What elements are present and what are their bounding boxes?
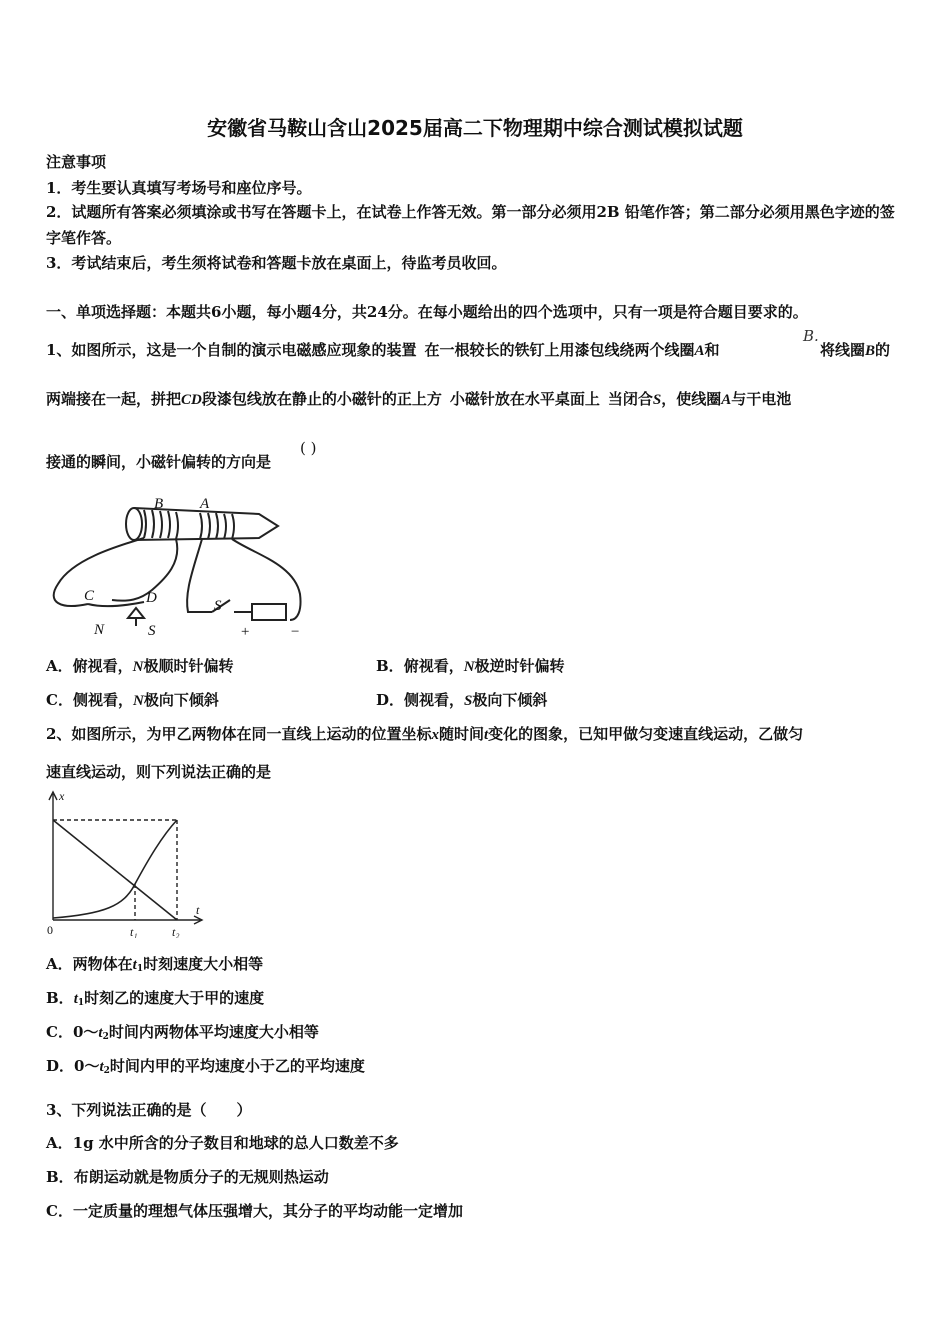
fig-label-switch-S: S xyxy=(214,598,222,614)
xt-graph-figure xyxy=(44,788,210,938)
fig-label-B: B xyxy=(154,496,164,512)
q3-option-b: B．布朗运动就是物质分子的无规则热运动 xyxy=(46,1168,329,1186)
q2-line-2: 速直线运动，则下列说法正确的是 xyxy=(46,763,272,781)
q1-line-3: 接通的瞬间，小磁针偏转的方向是 xyxy=(46,453,272,471)
q3-option-c: C．一定质量的理想气体压强增大，其分子的平均动能一定增加 xyxy=(46,1202,463,1220)
fig-label-C: C xyxy=(84,588,95,604)
notice-item-2: 2．试题所有答案必须填涂或书写在答题卡上，在试卷上作答无效。第一部分必须用2B 铅笔作答；第二部分必须用黑色字迹的签字笔作答。 xyxy=(46,203,895,247)
q1-option-d: D．侧视看，S极向下倾斜 xyxy=(376,691,548,709)
graph-x-label: t xyxy=(196,903,200,917)
fig-label-needle-S: S xyxy=(148,623,156,639)
q1-option-a: A．俯视看，N极顺时针偏转 xyxy=(46,657,234,675)
q2-line-1: 2、如图所示，为甲乙两物体在同一直线上运动的位置坐标x随时间t变化的图象，已知甲做匀变速直线运动，乙做匀 xyxy=(46,725,804,743)
graph-t1-label: t₁ xyxy=(130,925,138,938)
q1-line-1: 1、如图所示，这是一个自制的演示电磁感应现象的装置 在一根较长的铁钉上用漆包线绕两个线圈A和 xyxy=(46,341,720,359)
notice-item-3: 3．考试结束后，考生须将试卷和答题卡放在桌面上，待监考员收回。 xyxy=(46,254,507,272)
fig-label-D: D xyxy=(146,590,157,606)
notice-item-1: 1．考生要认真填写考场号和座位序号。 xyxy=(46,179,312,197)
q1-line-2: 两端接在一起，拼把CD段漆包线放在静止的小磁针的正上方 小磁针放在水平桌面上 当闭合S，使线圈A与干电池 xyxy=(46,390,792,408)
q1-option-b: B．俯视看，N极逆时针偏转 xyxy=(376,657,565,675)
q1-answer-paren: ( ) xyxy=(300,439,317,457)
graph-t2-label: t₂ xyxy=(172,925,180,938)
q1-b-mark: B. xyxy=(803,327,819,345)
fig-label-minus: − xyxy=(290,624,301,640)
q3-option-a: A．1g 水中所含的分子数目和地球的总人口数差不多 xyxy=(46,1134,399,1152)
q2-option-c: C．$0\sim t_2$时间内两物体平均速度大小相等 xyxy=(46,1023,319,1042)
q2-option-a: A．两物体在$t_1$时刻速度大小相等 xyxy=(46,955,264,974)
q2-option-d: D．$0\sim t_2$时间内甲的平均速度小于乙的平均速度 xyxy=(46,1057,365,1076)
graph-y-label: x xyxy=(59,789,65,803)
notice-heading: 注意事项 xyxy=(46,153,107,171)
q2-option-b: B．$t_1$时刻乙的速度大于甲的速度 xyxy=(46,989,265,1008)
section-heading: 一、单项选择题：本题共6小题，每小题4分，共24分。在每小题给出的四个选项中，只有一项是符合题目要求的。 xyxy=(46,303,808,321)
fig-label-plus: + xyxy=(240,624,251,640)
q1-line-1-end: 将线圈B的 xyxy=(820,341,891,359)
graph-origin-label: 0 xyxy=(47,923,53,937)
q1-option-c: C．侧视看，N极向下倾斜 xyxy=(46,691,219,709)
induction-apparatus-figure xyxy=(44,492,306,642)
fig-label-A: A xyxy=(200,496,210,512)
q3-stem: 3、下列说法正确的是（ ） xyxy=(46,1101,252,1119)
apparatus-drawing xyxy=(54,508,301,626)
xt-graph-drawing xyxy=(49,792,202,924)
fig-label-N: N xyxy=(94,622,105,638)
page-title: 安徽省马鞍山含山2025届高二下物理期中综合测试模拟试题 xyxy=(207,116,743,140)
